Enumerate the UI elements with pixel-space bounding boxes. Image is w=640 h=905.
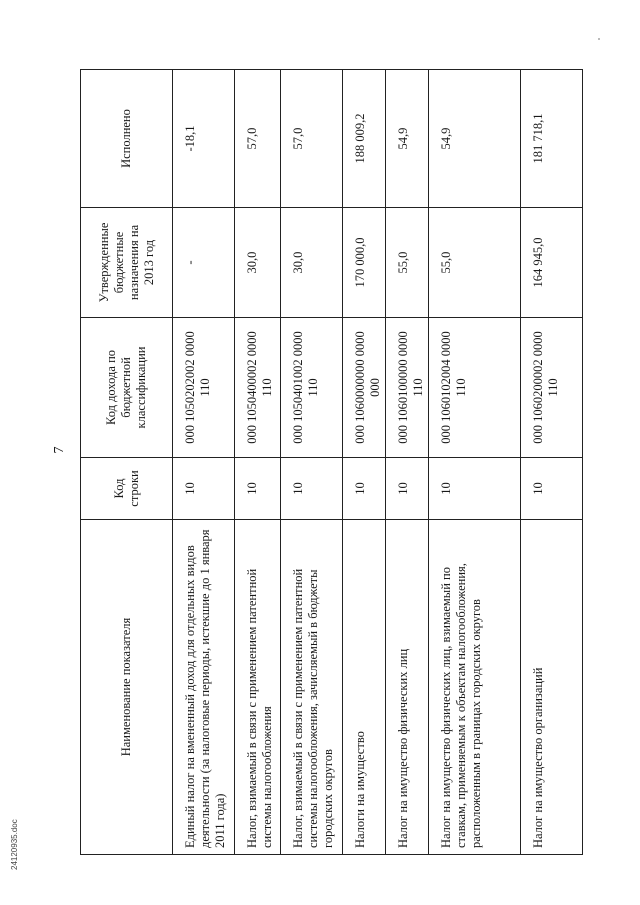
row-executed: -18,1 <box>173 70 235 208</box>
row-income-code: 000 1050400002 0000 110 <box>235 318 281 458</box>
income-report-table <box>80 69 583 855</box>
row-name: Налог, взимаемый в связи с применением патентной системы налогообложения, зачисляемый в бюджеты городских округов <box>281 520 343 855</box>
table-header-row <box>81 70 173 855</box>
row-name: Единый налог на вмененный доход для отдельных видов деятельности (за налоговые периоды, истекшие до 1 января 2011 года) <box>173 520 235 855</box>
row-line-code: 10 <box>281 458 343 520</box>
row-executed: 181 718,1 <box>521 70 583 208</box>
row-approved: 170 000,0 <box>343 208 386 318</box>
table-row <box>343 70 386 855</box>
table-row <box>235 70 281 855</box>
header-executed: Исполнено <box>81 70 173 208</box>
table-row <box>173 70 235 855</box>
row-line-code: 10 <box>521 458 583 520</box>
row-name: Налоги на имущество <box>343 520 386 855</box>
row-line-code: 10 <box>173 458 235 520</box>
row-income-code: 000 1060102004 0000 110 <box>429 318 521 458</box>
row-name: Налог на имущество физических лиц <box>386 520 429 855</box>
header-approved: Утвержденные бюджетные назначения на 2013 год <box>81 208 173 318</box>
scan-mark <box>598 38 600 40</box>
row-executed: 54,9 <box>429 70 521 208</box>
row-name: Налог на имущество физических лиц, взимаемый по ставкам, применяемым к объектам налогообложения, расположенным в границах городских округов <box>429 520 521 855</box>
header-name: Наименование показателя <box>81 520 173 855</box>
row-name: Налог, взимаемый в связи с применением патентной системы налогообложения <box>235 520 281 855</box>
row-income-code: 000 1050401002 0000 110 <box>281 318 343 458</box>
row-income-code: 000 1060200002 0000 110 <box>521 318 583 458</box>
row-approved: 30,0 <box>235 208 281 318</box>
table-row <box>521 70 583 855</box>
row-line-code: 10 <box>386 458 429 520</box>
table-row <box>429 70 521 855</box>
header-line-code: Код строки <box>81 458 173 520</box>
row-income-code: 000 1060100000 0000 110 <box>386 318 429 458</box>
row-executed: 57,0 <box>235 70 281 208</box>
row-approved: 55,0 <box>386 208 429 318</box>
row-line-code: 10 <box>343 458 386 520</box>
table-row <box>386 70 429 855</box>
row-approved: - <box>173 208 235 318</box>
row-income-code: 000 1050202002 0000 110 <box>173 318 235 458</box>
row-approved: 30,0 <box>281 208 343 318</box>
row-line-code: 10 <box>235 458 281 520</box>
row-income-code: 000 1060000000 0000 000 <box>343 318 386 458</box>
row-executed: 57,0 <box>281 70 343 208</box>
table-row <box>281 70 343 855</box>
footer-file-name: 24120935.doc <box>10 819 19 870</box>
row-executed: 54,9 <box>386 70 429 208</box>
header-income-code: Код дохода по бюджетной классификации <box>81 318 173 458</box>
page-number: 7 <box>52 446 67 454</box>
row-executed: 188 009,2 <box>343 70 386 208</box>
row-approved: 164 945,0 <box>521 208 583 318</box>
report-table-container <box>80 70 570 855</box>
row-name: Налог на имущество организаций <box>521 520 583 855</box>
row-approved: 55,0 <box>429 208 521 318</box>
row-line-code: 10 <box>429 458 521 520</box>
